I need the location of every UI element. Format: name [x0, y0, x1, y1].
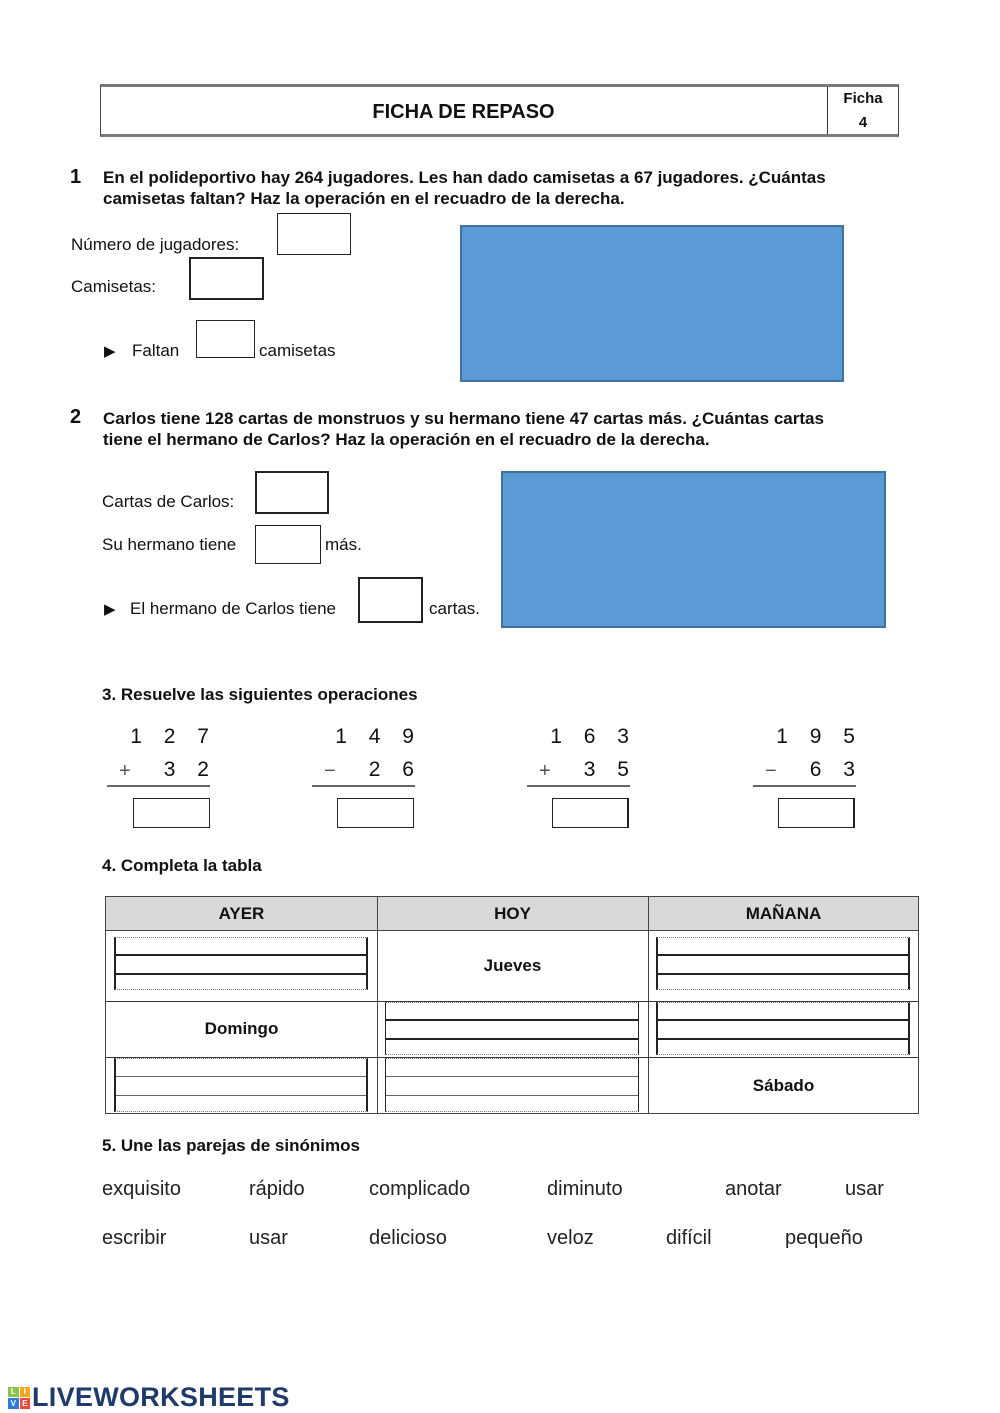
- operation-1-rule: [107, 785, 210, 787]
- operation-2-rule: [312, 785, 415, 787]
- question-2-text: [103, 408, 824, 450]
- ayer-row2-value: Domingo: [204, 1019, 279, 1038]
- shirts-label: Camisetas:: [71, 277, 157, 296]
- players-input[interactable]: [277, 213, 351, 255]
- operation-2-bottom: 2 6: [368, 758, 422, 781]
- operation-1-bottom: 3 2: [163, 758, 217, 781]
- question-2-number: 2: [70, 406, 82, 428]
- question-2-line-1: Carlos tiene 128 cartas de monstruos y su hermano tiene 47 cartas más. ¿Cuántas cartas: [103, 409, 824, 428]
- operation-3-rule: [527, 785, 630, 787]
- q2-operation-area[interactable]: [501, 471, 886, 628]
- hoy-row3-input[interactable]: [385, 1058, 639, 1112]
- question-1-text: [103, 167, 826, 209]
- ficha-badge: [827, 87, 898, 134]
- liveworksheets-logo[interactable]: [8, 1382, 290, 1413]
- question-5-title: 5. Une las parejas de sinónimos: [102, 1136, 360, 1155]
- worksheet-header: [100, 84, 899, 137]
- operation-3-answer[interactable]: [552, 798, 629, 828]
- shirts-input[interactable]: [189, 257, 264, 300]
- operation-4-bottom: 6 3: [809, 758, 863, 781]
- manana-row1-input[interactable]: [656, 937, 910, 990]
- worksheet-title: FICHA DE REPASO: [372, 101, 555, 123]
- minus-sign: −: [324, 760, 336, 782]
- brother-total-prefix: El hermano de Carlos tiene: [130, 599, 337, 618]
- manana-row3-value: Sábado: [752, 1075, 815, 1095]
- brother-more-input[interactable]: [255, 525, 321, 564]
- synonym-word[interactable]: rápido: [249, 1178, 305, 1200]
- synonym-word[interactable]: pequeño: [785, 1227, 863, 1249]
- logo-wordmark: LIVEWORKSHEETS: [32, 1382, 290, 1412]
- question-2-line-2: tiene el hermano de Carlos? Haz la operación en el recuadro de la derecha.: [103, 430, 710, 449]
- hoy-row2-input[interactable]: [385, 1002, 639, 1055]
- header-ayer: AYER: [218, 904, 265, 923]
- carlos-cards-label: Cartas de Carlos:: [102, 492, 235, 511]
- operation-1-top: 1 2 7: [130, 725, 217, 748]
- synonym-word[interactable]: exquisito: [102, 1178, 181, 1200]
- question-4-title: 4. Completa la tabla: [102, 856, 262, 875]
- brother-total-suffix: cartas.: [429, 599, 481, 618]
- question-1-number: 1: [70, 166, 82, 188]
- operation-3-top: 1 6 3: [550, 725, 637, 748]
- q1-operation-area[interactable]: [460, 225, 844, 382]
- missing-shirts-input[interactable]: [196, 320, 255, 358]
- synonym-word[interactable]: anotar: [725, 1178, 782, 1200]
- operation-2-top: 1 4 9: [335, 725, 422, 748]
- operation-4-rule: [753, 785, 856, 787]
- plus-sign: +: [539, 760, 551, 782]
- question-1-line-1: En el polideportivo hay 264 jugadores. Les han dado camisetas a 67 jugadores. ¿Cuántas: [103, 168, 826, 187]
- column-divider: [377, 897, 378, 1113]
- days-table: [105, 896, 919, 1114]
- operation-2-answer[interactable]: [337, 798, 414, 828]
- arrow-right-icon: ▶: [104, 343, 116, 360]
- question-1-line-2: camisetas faltan? Haz la operación en el recuadro de la derecha.: [103, 189, 625, 208]
- missing-suffix: camisetas: [259, 341, 336, 360]
- arrow-right-icon: ▶: [104, 601, 116, 618]
- brother-more-suffix: más.: [325, 535, 362, 554]
- minus-sign: −: [765, 760, 777, 782]
- synonym-word[interactable]: veloz: [547, 1227, 594, 1249]
- ayer-row1-input[interactable]: [114, 937, 368, 990]
- manana-row2-input[interactable]: [656, 1002, 910, 1055]
- ficha-number: 4: [858, 113, 868, 131]
- players-label: Número de jugadores:: [71, 235, 240, 254]
- synonym-word[interactable]: complicado: [369, 1178, 471, 1200]
- question-3-title: 3. Resuelve las siguientes operaciones: [102, 685, 418, 704]
- operation-4-top: 1 9 5: [776, 725, 863, 748]
- brother-more-prefix: Su hermano tiene: [102, 535, 237, 554]
- operation-3-bottom: 3 5: [583, 758, 637, 781]
- ayer-row3-input[interactable]: [114, 1058, 368, 1112]
- carlos-cards-input[interactable]: [255, 471, 329, 514]
- synonym-word[interactable]: difícil: [666, 1227, 712, 1249]
- operation-4-answer[interactable]: [778, 798, 855, 828]
- ficha-label: Ficha: [843, 89, 883, 107]
- synonym-word[interactable]: escribir: [102, 1227, 167, 1249]
- plus-sign: +: [119, 760, 131, 782]
- brother-total-input[interactable]: [358, 577, 423, 623]
- logo-mark-icon: L I V E: [8, 1387, 30, 1409]
- header-hoy: HOY: [494, 904, 531, 923]
- synonym-word[interactable]: diminuto: [547, 1178, 623, 1200]
- synonym-word[interactable]: delicioso: [369, 1227, 447, 1249]
- synonym-word[interactable]: usar: [249, 1227, 288, 1249]
- header-manana: MAÑANA: [745, 904, 822, 923]
- operation-1-answer[interactable]: [133, 798, 210, 828]
- hoy-row1-value: Jueves: [483, 956, 542, 975]
- missing-prefix: Faltan: [132, 341, 180, 360]
- synonym-word[interactable]: usar: [845, 1178, 884, 1200]
